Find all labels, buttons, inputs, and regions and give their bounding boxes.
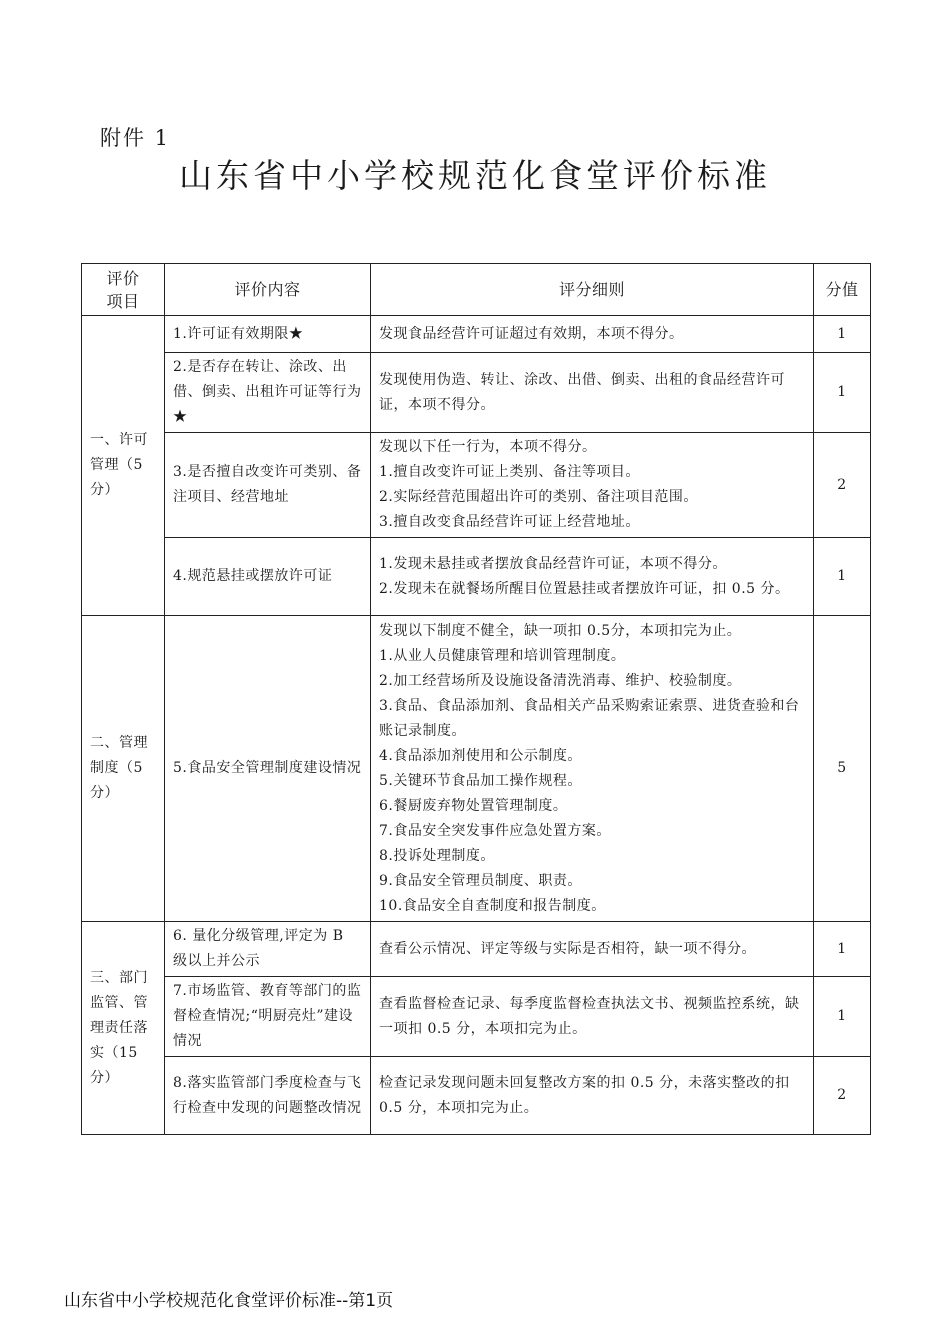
- detail-line: 10.食品安全自查制度和报告制度。: [379, 897, 606, 914]
- table-row: [82, 977, 871, 1057]
- table-row: [82, 1057, 871, 1135]
- content-cell: 5.食品安全管理制度建设情况: [165, 616, 371, 922]
- detail-cell: [371, 353, 814, 433]
- detail-cell: [371, 977, 814, 1057]
- detail-line: 3.食品、食品添加剂、食品相关产品采购索证索票、进货查验和台账记录制度。: [379, 697, 800, 739]
- table-row: [82, 538, 871, 616]
- score-cell: 1: [814, 977, 871, 1057]
- detail-line: 4.食品添加剂使用和公示制度。: [379, 747, 582, 764]
- table-row: [82, 922, 871, 977]
- detail-line: 2.实际经营范围超出许可的类别、备注项目范围。: [379, 489, 698, 505]
- table-row: [82, 433, 871, 538]
- detail-cell: [371, 316, 814, 353]
- detail-line: 7.食品安全突发事件应急处置方案。: [379, 822, 611, 839]
- detail-line: 9.食品安全管理员制度、职责。: [379, 872, 582, 889]
- attachment-label: 附件 1: [100, 126, 171, 150]
- content-cell: 7.市场监管、教育等部门的监督检查情况;“明厨亮灶”建设情况: [165, 977, 371, 1057]
- content-cell: 3.是否擅自改变许可类别、备注项目、经营地址: [165, 433, 371, 538]
- detail-line: 查看公示情况、评定等级与实际是否相符，缺一项不得分。: [379, 940, 756, 957]
- detail-line: 3.擅自改变食品经营许可证上经营地址。: [379, 514, 640, 530]
- detail-line: 查看监督检查记录、每季度监督检查执法文书、视频监控系统，缺一项扣 0.5 分，本项扣完为止。: [379, 995, 800, 1037]
- score-cell: 1: [814, 538, 871, 616]
- category-cell: 三、部门监管、管理责任落实（15分）: [82, 922, 165, 1135]
- score-cell: 5: [814, 616, 871, 922]
- header-detail: 评分细则: [371, 264, 814, 316]
- detail-line: 发现食品经营许可证超过有效期，本项不得分。: [379, 325, 684, 342]
- detail-line: 5.关键环节食品加工操作规程。: [379, 772, 582, 789]
- content-cell: 6. 量化分级管理,评定为 B 级以上并公示: [165, 922, 371, 977]
- header-category: 评价项目: [82, 264, 165, 316]
- header-content: 评价内容: [165, 264, 371, 316]
- detail-line: 6.餐厨废弃物处置管理制度。: [379, 797, 568, 814]
- content-cell: 1.许可证有效期限★: [165, 316, 371, 353]
- table-row: [82, 316, 871, 353]
- table-row: [82, 353, 871, 433]
- score-cell: 1: [814, 922, 871, 977]
- detail-cell: [371, 1057, 814, 1135]
- category-cell: 二、管理制度（5分）: [82, 616, 165, 922]
- page-footer: 山东省中小学校规范化食堂评价标准--第1页: [64, 1291, 394, 1311]
- detail-line: 发现使用伪造、转让、涂改、出借、倒卖、出租的食品经营许可证，本项不得分。: [379, 371, 785, 413]
- detail-cell: [371, 922, 814, 977]
- table-header-row: [82, 264, 871, 316]
- detail-line: 发现以下制度不健全，缺一项扣 0.5分，本项扣完为止。: [379, 622, 742, 639]
- content-cell: 4.规范悬挂或摆放许可证: [165, 538, 371, 616]
- evaluation-table: [81, 263, 871, 1135]
- detail-line: 8.投诉处理制度。: [379, 847, 495, 864]
- header-score: 分值: [814, 264, 871, 316]
- table-row: [82, 616, 871, 922]
- detail-cell: [371, 616, 814, 922]
- score-cell: 2: [814, 433, 871, 538]
- detail-line: 1.擅自改变许可证上类别、备注等项目。: [379, 464, 640, 480]
- content-cell: 2.是否存在转让、涂改、出借、倒卖、出租许可证等行为★: [165, 353, 371, 433]
- detail-line: 检查记录发现问题未回复整改方案的扣 0.5 分，未落实整改的扣 0.5 分，本项扣完为止。: [379, 1074, 790, 1116]
- detail-cell: [371, 538, 814, 616]
- detail-line: 2.加工经营场所及设施设备清洗消毒、维护、校验制度。: [379, 672, 742, 689]
- category-cell: 一、许可管理（5分）: [82, 316, 165, 616]
- content-cell: 8.落实监管部门季度检查与飞行检查中发现的问题整改情况: [165, 1057, 371, 1135]
- detail-cell: [371, 433, 814, 538]
- page-title: 山东省中小学校规范化食堂评价标准: [179, 156, 771, 195]
- score-cell: 2: [814, 1057, 871, 1135]
- detail-line: 2.发现未在就餐场所醒目位置悬挂或者摆放许可证，扣 0.5 分。: [379, 580, 790, 597]
- detail-line: 1.发现未悬挂或者摆放食品经营许可证，本项不得分。: [379, 555, 727, 572]
- score-cell: 1: [814, 316, 871, 353]
- score-cell: 1: [814, 353, 871, 433]
- detail-line: 1.从业人员健康管理和培训管理制度。: [379, 647, 626, 664]
- detail-line: 发现以下任一行为，本项不得分。: [379, 439, 597, 455]
